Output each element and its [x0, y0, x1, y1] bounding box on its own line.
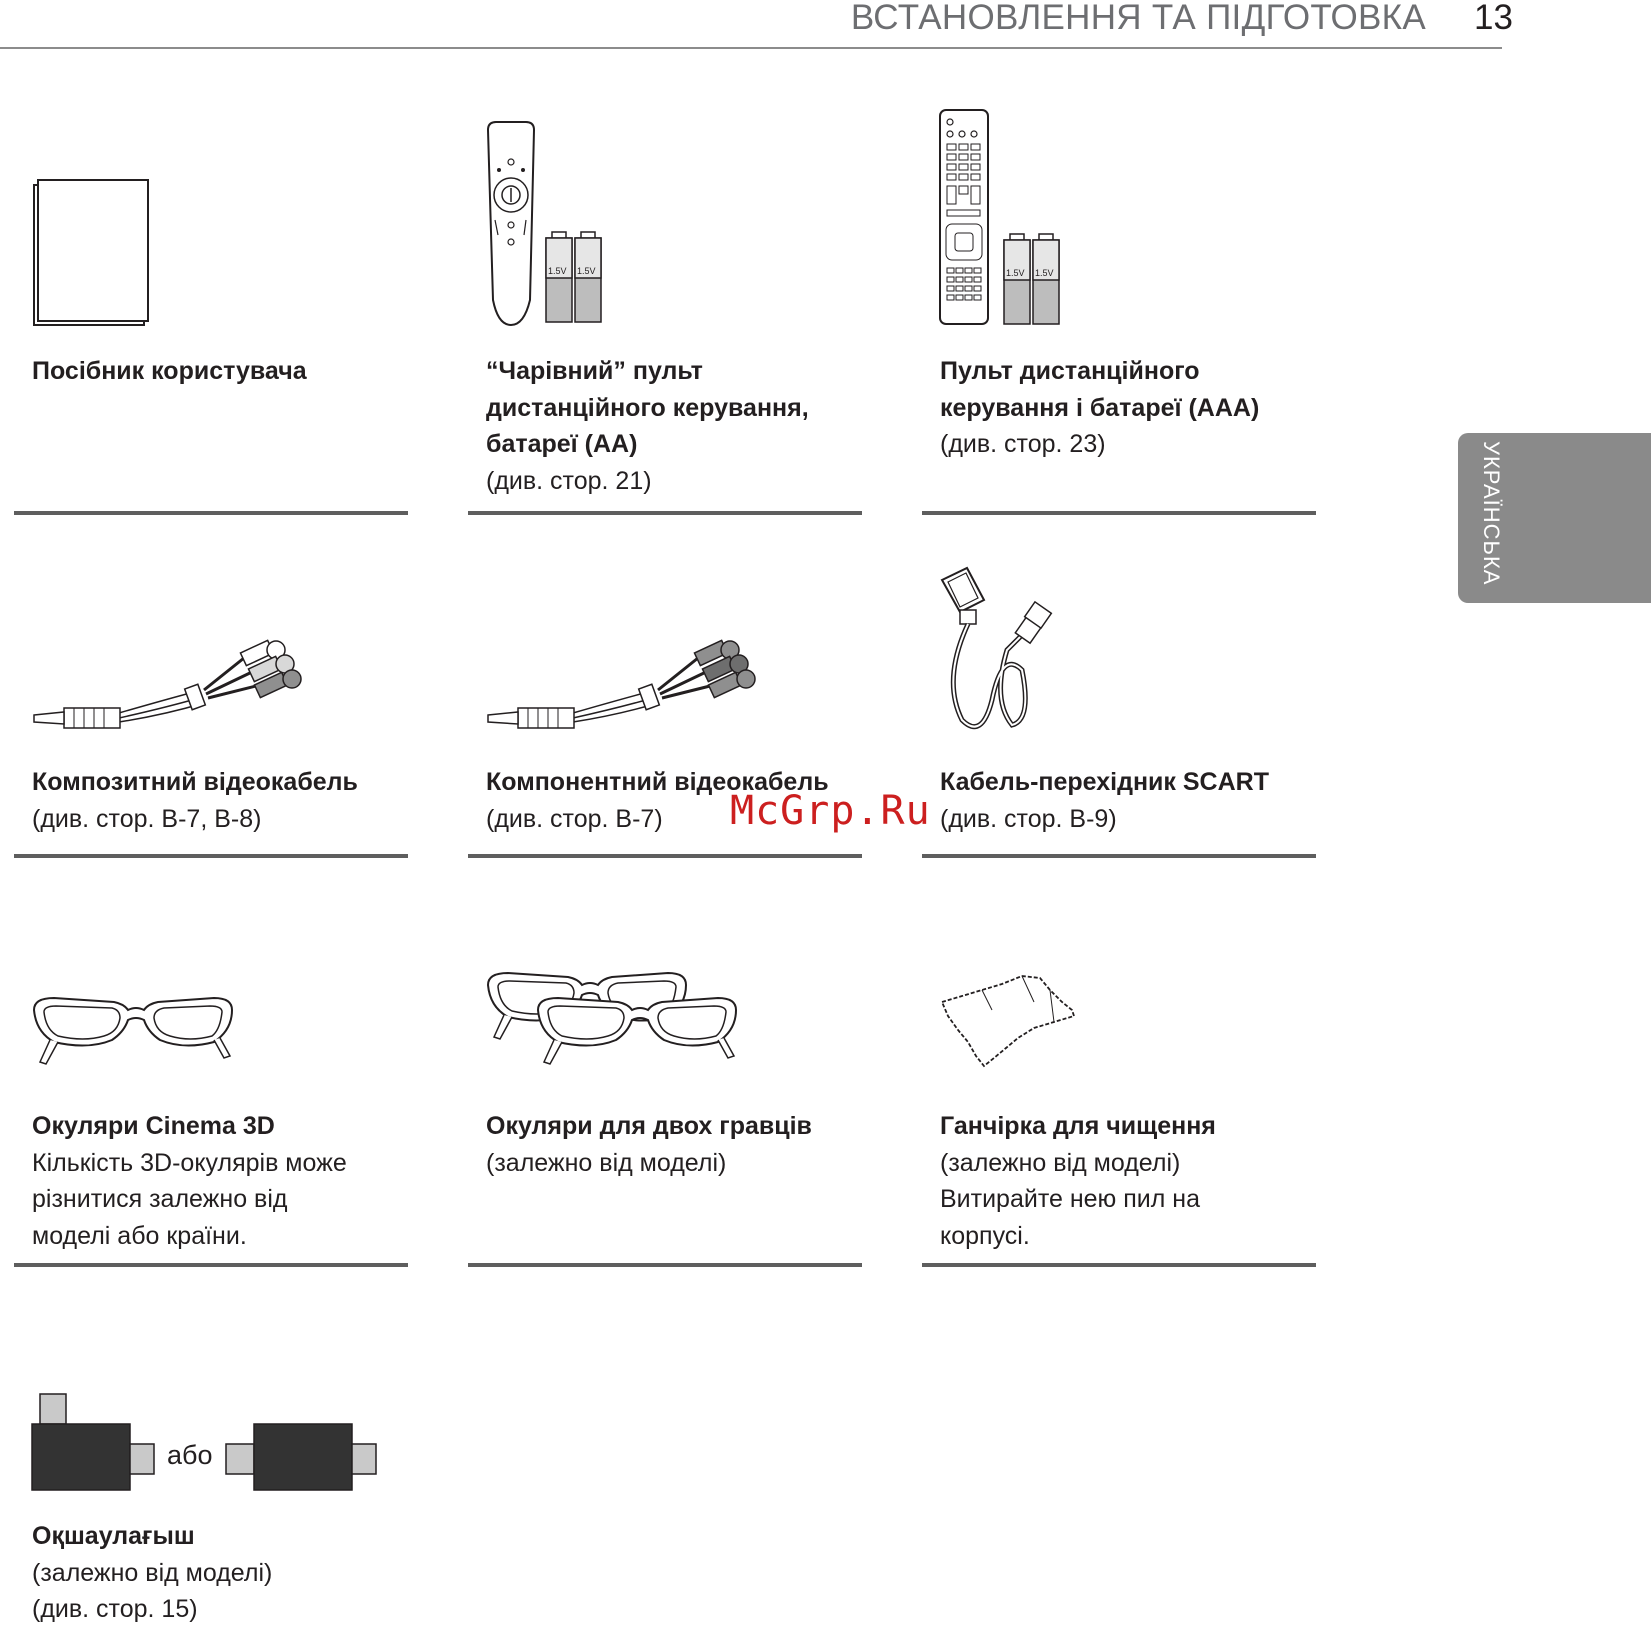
item-page-ref: (див. стор. B-9) — [940, 804, 1117, 833]
item-divider — [922, 1263, 1316, 1267]
item-cinema-3d-glasses — [14, 950, 408, 1270]
item-title: Компонентний відеокабель — [486, 768, 829, 796]
item-page-ref: (див. стор. B-7, B-8) — [32, 804, 262, 833]
section-title: ВСТАНОВЛЕННЯ ТА ПІДГОТОВКА — [850, 0, 1426, 37]
manual-icon — [14, 100, 408, 340]
item-page-ref: (див. стор. 21) — [486, 466, 652, 495]
item-divider — [922, 854, 1316, 858]
item-title: Ганчірка для чищення — [940, 1112, 1216, 1140]
item-page-ref: (див. стор. 23) — [940, 430, 1106, 458]
dual-play-glasses-icon — [468, 950, 862, 1090]
item-divider — [468, 1263, 862, 1267]
item-divider — [14, 1263, 408, 1267]
page-number: 13 — [1474, 0, 1513, 37]
item-title: Композитний відеокабель — [32, 768, 358, 796]
item-divider — [922, 511, 1316, 515]
item-divider — [468, 511, 862, 515]
composite-cable-icon — [14, 560, 408, 750]
item-magic-remote — [468, 100, 862, 520]
language-tab-label: УКРАЇНСЬКА — [1479, 441, 1504, 586]
item-standard-remote — [922, 100, 1316, 520]
item-scart-adapter — [922, 560, 1316, 860]
item-description: (залежно від моделі) — [486, 1148, 727, 1177]
item-description: (залежно від моделі) — [940, 1148, 1181, 1177]
item-divider — [468, 854, 862, 858]
item-title: Кабель-перехідник SCART — [940, 768, 1269, 796]
item-divider — [14, 854, 408, 858]
item-cleaning-cloth — [922, 950, 1316, 1270]
item-description: Кількість 3D-окулярів може — [32, 1148, 347, 1177]
item-isolator — [14, 1380, 408, 1625]
item-description: корпусі. — [940, 1221, 1030, 1250]
battery-label: 1.5V — [577, 266, 596, 276]
item-title: Окуляри для двох гравців — [486, 1112, 812, 1140]
watermark: McGrp.Ru — [730, 788, 931, 834]
battery-label: 1.5V — [1035, 268, 1054, 278]
item-page-ref: (див. стор. 15) — [32, 1595, 198, 1623]
item-title: “Чарівний” пульт дистанційного керування, батареї (AA) — [486, 357, 809, 458]
3d-glasses-icon — [14, 950, 408, 1090]
item-title: Пульт дистанційного керування і батареї (AAA) — [940, 357, 1260, 422]
language-tab — [1458, 433, 1651, 603]
header-divider — [0, 47, 1502, 49]
item-title: Окуляри Cinema 3D — [32, 1112, 275, 1140]
item-composite-cable — [14, 560, 408, 860]
item-page-ref: (див. стор. B-7) — [486, 804, 663, 833]
battery-label: 1.5V — [1006, 268, 1025, 278]
item-title: Посібник користувача — [32, 357, 307, 385]
magic-remote-icon — [468, 100, 862, 340]
item-title: Оқшаулағыш — [32, 1522, 195, 1550]
item-description: (залежно від моделі) — [32, 1558, 273, 1587]
cleaning-cloth-icon — [922, 950, 1316, 1090]
scart-adapter-icon — [922, 560, 1316, 750]
component-cable-icon — [468, 560, 862, 750]
item-description: моделі або країни. — [32, 1221, 247, 1250]
battery-label: 1.5V — [548, 266, 567, 276]
or-label: або — [167, 1440, 213, 1470]
item-divider — [14, 511, 408, 515]
item-dual-play-glasses — [468, 950, 862, 1270]
item-description: різнитися залежно від — [32, 1185, 288, 1213]
item-description: Витирайте нею пил на — [940, 1185, 1200, 1213]
remote-control-icon — [922, 100, 1316, 340]
item-user-manual — [14, 100, 408, 520]
